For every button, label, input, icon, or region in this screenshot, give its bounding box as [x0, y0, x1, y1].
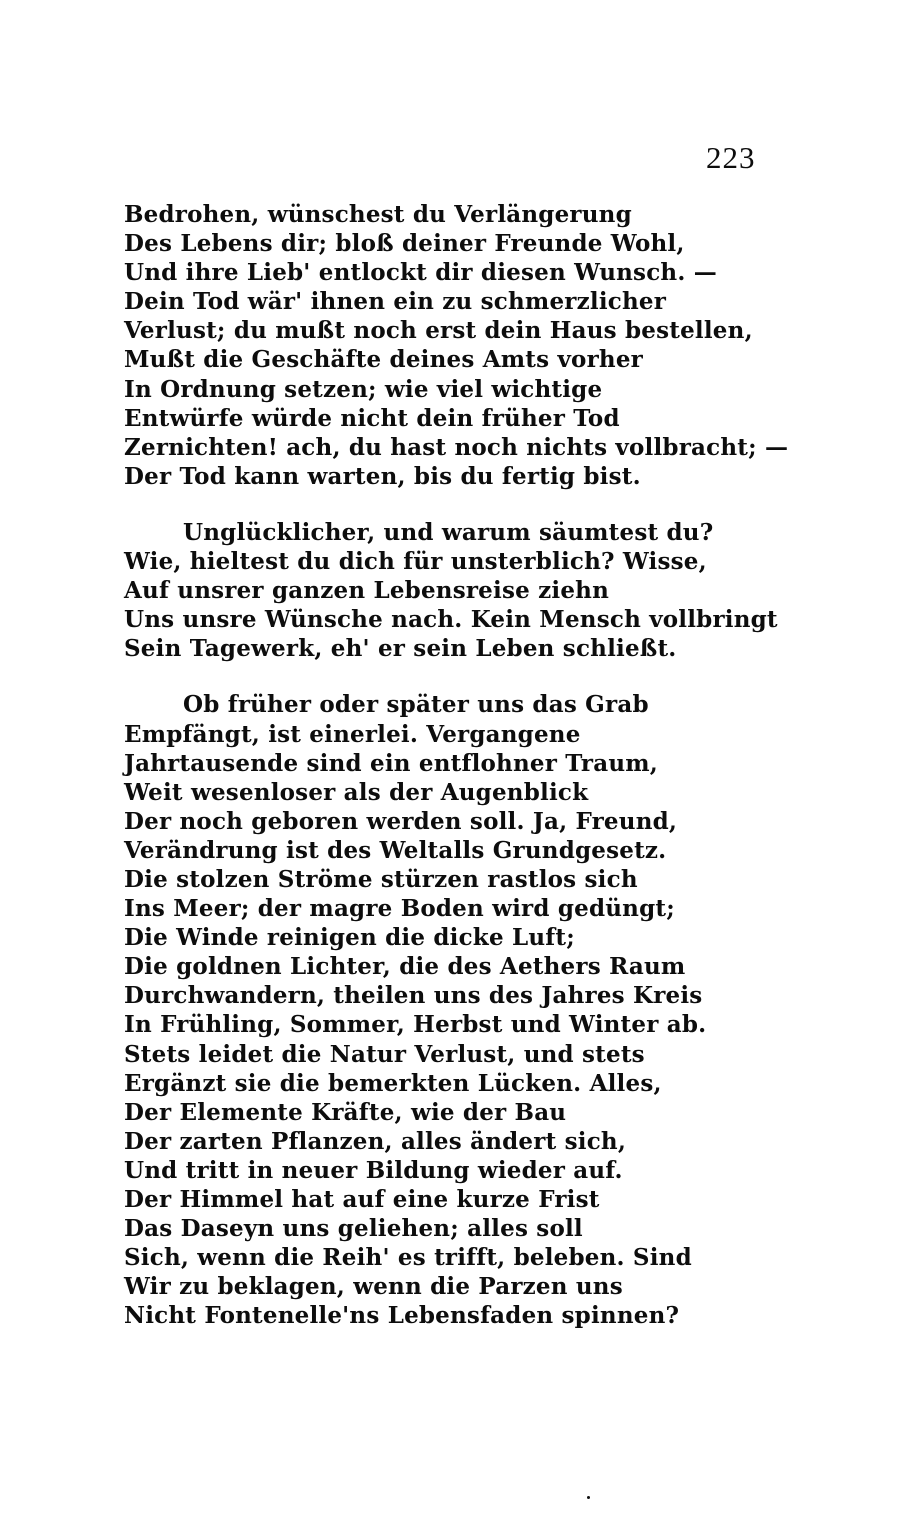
verse-line: Sich, wenn die Reih' es trifft, beleben. Sind [124, 1244, 692, 1272]
verse-line: Durchwandern, theilen uns des Jahres Kreis [124, 982, 703, 1010]
stanza-3 [124, 690, 824, 1330]
verse-line: Der noch geboren werden soll. Ja, Freund, [124, 807, 678, 835]
verse-line: Mußt die Geschäfte deines Amts vorher [124, 346, 643, 374]
verse-line: Verändrung ist des Weltalls Grundgesetz. [124, 836, 667, 864]
verse-line: Verlust; du mußt noch erst dein Haus bestellen, [124, 317, 753, 345]
verse-line: Die goldnen Lichter, die des Aethers Raum [124, 953, 686, 981]
verse-line: Dein Tod wär' ihnen ein zu schmerzlicher [124, 288, 667, 316]
stanza-1 [124, 200, 824, 491]
verse-line: Der zarten Pflanzen, alles ändert sich, [124, 1127, 627, 1155]
verse-line: Stets leidet die Natur Verlust, und stets [124, 1040, 645, 1068]
poem-body [124, 200, 824, 1330]
ink-speck-mark [587, 1496, 590, 1499]
verse-line: Auf unsrer ganzen Lebensreise ziehn [124, 577, 610, 605]
verse-line: Ins Meer; der magre Boden wird gedüngt; [124, 895, 675, 923]
verse-line: Wie, hieltest du dich für unsterblich? Wisse, [124, 548, 707, 576]
verse-line: Nicht Fontenelle'ns Lebensfaden spinnen? [124, 1302, 680, 1330]
verse-line: Weit wesenloser als der Augenblick [124, 778, 589, 806]
verse-line: Die Winde reinigen die dicke Luft; [124, 924, 575, 952]
verse-line: Bedrohen, wünschest du Verlängerung [124, 201, 632, 228]
verse-line: Des Lebens dir; bloß deiner Freunde Wohl, [124, 230, 685, 258]
verse-line: Wir zu beklagen, wenn die Parzen uns [124, 1273, 623, 1301]
verse-line: Zernichten! ach, du hast noch nichts vollbracht; — [124, 433, 789, 461]
verse-line: Uns unsre Wünsche nach. Kein Mensch vollbringt [124, 606, 778, 634]
page-number: 223 [706, 140, 756, 175]
verse-line: Und tritt in neuer Bildung wieder auf. [124, 1156, 623, 1184]
verse-line: Sein Tagewerk, eh' er sein Leben schließt. [124, 635, 677, 663]
verse-line: Entwürfe würde nicht dein früher Tod [124, 404, 620, 432]
verse-line-indented: Ob früher oder später uns das Grab [183, 691, 649, 719]
verse-line: Der Elemente Kräfte, wie der Bau [124, 1098, 567, 1126]
verse-line: Das Daseyn uns geliehen; alles soll [124, 1215, 583, 1243]
verse-line-indented: Unglücklicher, und warum säumtest du? [183, 518, 714, 546]
verse-line: Der Tod kann warten, bis du fertig bist. [124, 462, 641, 490]
verse-line: Ergänzt sie die bemerkten Lücken. Alles, [124, 1069, 662, 1097]
verse-line: Der Himmel hat auf eine kurze Frist [124, 1186, 600, 1213]
verse-line: Die stolzen Ströme stürzen rastlos sich [124, 865, 638, 893]
verse-line: Empfängt, ist einerlei. Vergangene [124, 720, 581, 748]
verse-line: Und ihre Lieb' entlockt dir diesen Wunsch. — [124, 259, 717, 287]
verse-line: In Frühling, Sommer, Herbst und Winter ab. [124, 1011, 707, 1039]
stanza-2 [124, 518, 824, 663]
verse-line: In Ordnung setzen; wie viel wichtige [124, 375, 603, 403]
verse-line: Jahrtausende sind ein entflohner Traum, [124, 749, 658, 777]
